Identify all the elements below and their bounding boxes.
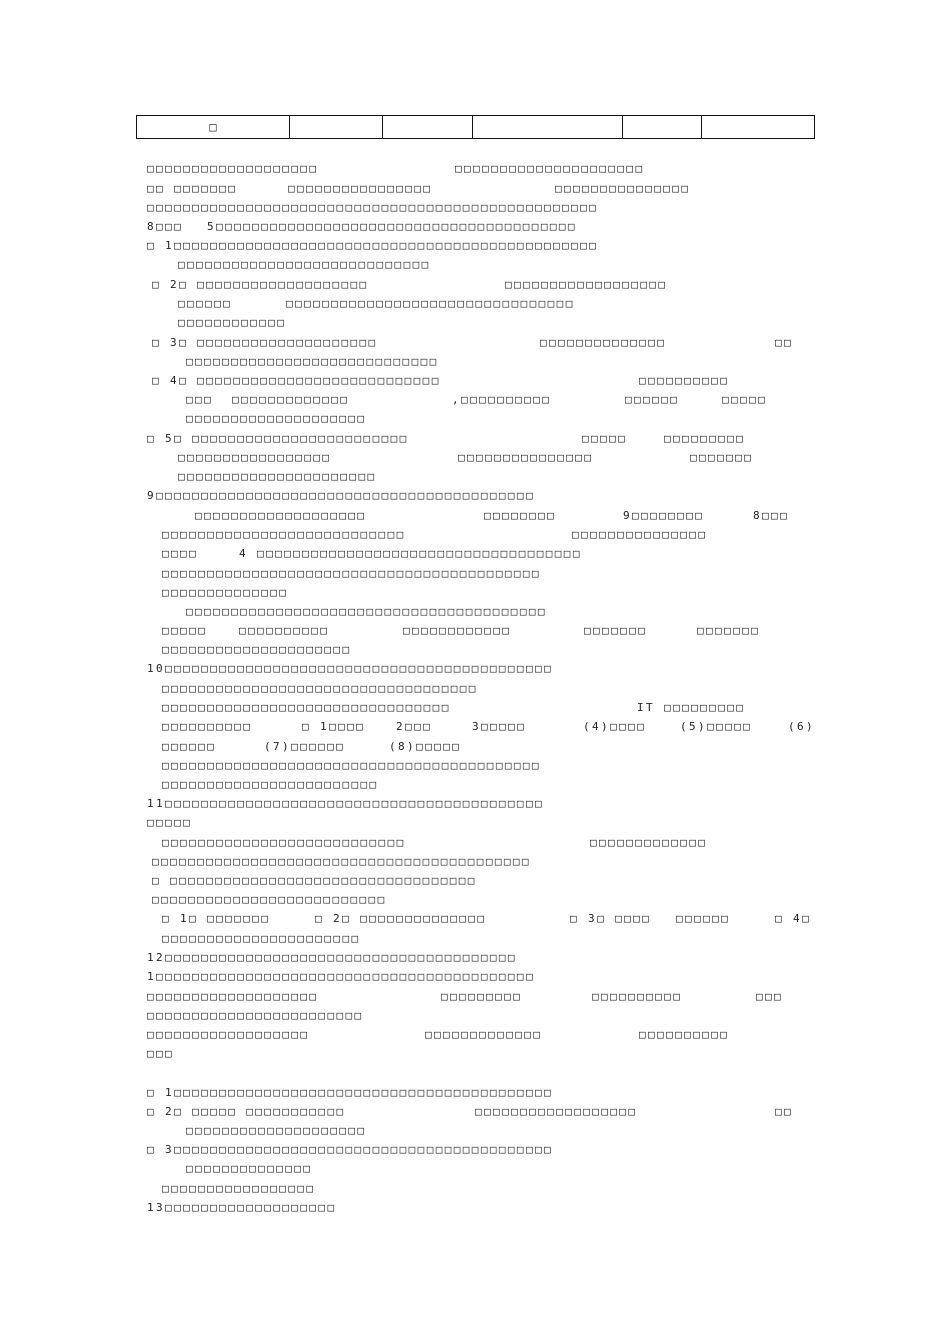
- text-segment: □□□: [756, 990, 784, 1003]
- text-segment: 1□□□□□□□□□□□□□□□□□□□□□□□□□□□□□□□□□□□□□□□□□□: [147, 970, 535, 983]
- text-segment: (8)□□□□□: [389, 740, 462, 753]
- text-segment: □ 1□□□□: [302, 720, 366, 733]
- header-cell: [623, 116, 702, 139]
- text-segment: □□□□□□□□□□□□□□□□□□□□□□□□□□□□: [178, 258, 431, 271]
- text-segment: □□□□□□□□□□□□□□□□□□□□□□□□□□□: [162, 528, 406, 541]
- text-segment: □□□□□□□□□□□□□□□□□□□: [147, 162, 319, 175]
- text-segment: ,□□□□□□□□□□: [452, 393, 552, 406]
- text-segment: 11□□□□□□□□□□□□□□□□□□□□□□□□□□□□□□□□□□□□□□□□□□: [147, 797, 544, 810]
- text-segment: 9□□□□□□□□: [623, 509, 705, 522]
- text-segment: □□□□□□□□□□□□□□: [540, 336, 667, 349]
- text-segment: □□□□□: [582, 432, 628, 445]
- text-segment: □□□□□□□□□□□□□□□□□□□□□: [455, 162, 645, 175]
- text-segment: □□□□□□□□□□□□□□□□□□: [475, 1105, 638, 1118]
- text-segment: (5)□□□□□: [680, 720, 753, 733]
- text-segment: □□□□□□□□□□□□□□□□□□: [147, 1028, 310, 1041]
- text-segment: □□□□□□□□□□□□□□□□□□□□: [186, 412, 367, 425]
- text-segment: □□□□□: [162, 624, 208, 637]
- text-segment: 8□□□: [147, 220, 184, 233]
- text-segment: □□□□□□□□□□□□□□□□□□□□□□□□□□□□□□□□□□□: [162, 682, 478, 695]
- text-segment: □□□□□□□: [697, 624, 761, 637]
- text-segment: □□□□□□: [162, 740, 217, 753]
- text-segment: □□□□□: [722, 393, 768, 406]
- header-row: [137, 116, 815, 139]
- text-segment: □□□□□□□□□□□□□: [232, 393, 350, 406]
- text-segment: □□□□□□□□□□□□□□□□□□: [505, 278, 668, 291]
- text-segment: □□□□□□□□□□□□□□□□□: [178, 451, 332, 464]
- text-segment: □□□□□□□□□□□□□□□□□□□□□□□□□□□□□□□□: [162, 701, 451, 714]
- text-segment: □□□□□□□□□: [441, 990, 523, 1003]
- text-segment: □□□□□□□□□□□□□□□□: [288, 182, 433, 195]
- text-segment: 2□□□: [396, 720, 433, 733]
- text-segment: □□□□□□□□□□□□□□□□□□□□□□□□□□□□□□□□□□□□□□□□□□: [162, 759, 541, 772]
- text-segment: IT □□□□□□□□□: [637, 701, 746, 714]
- text-segment: (4)□□□□: [583, 720, 647, 733]
- text-segment: □□□□□□□□□□□□□□□: [555, 182, 691, 195]
- text-segment: 4 □□□□□□□□□□□□□□□□□□□□□□□□□□□□□□□□□□□□: [239, 547, 582, 560]
- text-segment: 9□□□□□□□□□□□□□□□□□□□□□□□□□□□□□□□□□□□□□□□□□□: [147, 489, 535, 502]
- text-segment: □ 2□ □□□□□□□□□□□□□□: [315, 912, 487, 925]
- text-segment: 5□□□□□□□□□□□□□□□□□□□□□□□□□□□□□□□□□□□□□□□□: [207, 220, 577, 233]
- text-segment: □□□□□□: [676, 912, 731, 925]
- text-segment: □□□□□□□□□□□□□□□□□□□□□□: [162, 932, 361, 945]
- text-segment: □ 2□ □□□□□ □□□□□□□□□□□: [147, 1105, 346, 1118]
- text-segment: □□□□□□□□□□: [639, 1028, 730, 1041]
- text-segment: □ 1□ □□□□□□□: [162, 912, 271, 925]
- text-segment: □ 1□□□□□□□□□□□□□□□□□□□□□□□□□□□□□□□□□□□□□□□□□□□□□□□: [147, 239, 599, 252]
- header-cell: □: [137, 116, 290, 139]
- text-segment: □□: [775, 1105, 794, 1118]
- header-table: [136, 115, 815, 139]
- text-segment: □□□□□□□□□□□□□□□□□□□□□□: [178, 470, 377, 483]
- text-segment: □ 4□: [775, 912, 812, 925]
- text-segment: □□□□□□□□□□□□□: [590, 836, 708, 849]
- text-segment: □□□□□□□□□□□□□□□□□□□□□□□□: [147, 1009, 364, 1022]
- text-segment: 8□□□: [753, 509, 790, 522]
- text-segment: □□□□□□□□□□□□□□□□□□□: [147, 990, 319, 1003]
- text-segment: □ 1□□□□□□□□□□□□□□□□□□□□□□□□□□□□□□□□□□□□□□□□□□: [147, 1086, 554, 1099]
- text-segment: □□□□□□□□□□: [639, 374, 730, 387]
- text-segment: □ 3□ □□□□: [570, 912, 652, 925]
- text-segment: □ □□□□□□□□□□□□□□□□□□□□□□□□□□□□□□□□□□: [152, 874, 477, 887]
- text-segment: □□□□□□□□□□□□□□□□□□□□□□□□□□□□□□□□□□□□□□□□: [186, 605, 547, 618]
- text-segment: □□□□□□□□□□□□: [403, 624, 512, 637]
- text-segment: □□□□□□□□□□□□□□□□□□□□□□□□□□□□□□□□□□□□□□□□□□□□□□□□□□: [147, 201, 599, 214]
- text-segment: 12□□□□□□□□□□□□□□□□□□□□□□□□□□□□□□□□□□□□□□□: [147, 951, 517, 964]
- text-segment: □□□□□□□□□□□□□□□□□□□: [195, 509, 367, 522]
- text-segment: □□□□□□□□□□□□□□□□□□□□□□□□□□□□□□□□□□□□□□□□□□: [162, 567, 541, 580]
- text-segment: □□□□□: [147, 816, 193, 829]
- text-segment: □□□□□□□□□□□□□□□□□□□□□: [162, 643, 352, 656]
- text-segment: □□□□□□□□: [484, 509, 557, 522]
- text-segment: □□□□□□□□□□□□□□□□□□□□□□□□□□□□□□□□: [286, 297, 575, 310]
- text-segment: □□□□□□□□□□□□□□: [162, 586, 289, 599]
- text-segment: □ 2□ □□□□□□□□□□□□□□□□□□□: [152, 278, 369, 291]
- text-segment: □□ □□□□□□□: [147, 182, 238, 195]
- text-segment: □□□□□□□□□□: [592, 990, 683, 1003]
- text-segment: □□: [775, 336, 794, 349]
- text-segment: (6): [788, 720, 816, 733]
- text-segment: □□□□□□□□□□□□□□□: [572, 528, 708, 541]
- header-cell: [702, 116, 815, 139]
- text-segment: □□□□□□□□□□□□□□□□□□□□□□□□□□: [152, 893, 387, 906]
- text-segment: □□□□□□□: [690, 451, 754, 464]
- text-segment: □□□: [147, 1047, 175, 1060]
- text-segment: 13□□□□□□□□□□□□□□□□□□□: [147, 1201, 337, 1214]
- text-segment: (7)□□□□□□: [264, 740, 346, 753]
- text-segment: 10□□□□□□□□□□□□□□□□□□□□□□□□□□□□□□□□□□□□□□□□□□□: [147, 662, 554, 675]
- text-segment: □□□□□□□□□□□□: [178, 316, 287, 329]
- text-segment: □□□□: [162, 547, 199, 560]
- text-segment: □□□□□□□□□□□□□□□□□□□□□□□□□□□: [162, 836, 406, 849]
- text-segment: □□□□□□: [178, 297, 233, 310]
- text-segment: □□□□□□□□□□□□□□□□□□□□□□□□□□□□: [186, 355, 439, 368]
- text-segment: □ 5□ □□□□□□□□□□□□□□□□□□□□□□□□: [147, 432, 409, 445]
- text-segment: □□□□□□□□□□□□□□: [186, 1162, 313, 1175]
- header-cell: [383, 116, 473, 139]
- header-cell: [473, 116, 623, 139]
- text-segment: □ 4□ □□□□□□□□□□□□□□□□□□□□□□□□□□□: [152, 374, 441, 387]
- header-cell: [290, 116, 383, 139]
- text-segment: □□□□□□□□□□□□□□□□□□□□□□□□□□□□□□□□□□□□□□□□□□: [152, 855, 531, 868]
- text-segment: □ 3□□□□□□□□□□□□□□□□□□□□□□□□□□□□□□□□□□□□□□□□□□: [147, 1143, 554, 1156]
- text-segment: □□□□□□□□□□□□□□□□□□□□: [186, 1124, 367, 1137]
- text-segment: 3□□□□□: [472, 720, 527, 733]
- text-segment: □□□□□□□: [584, 624, 648, 637]
- text-segment: □□□□□□: [625, 393, 680, 406]
- text-segment: □□□□□□□□□□: [239, 624, 330, 637]
- text-segment: □□□□□□□□□□□□□□□□□□□□□□□□: [162, 778, 379, 791]
- text-segment: □□□□□□□□□□□□□□□: [458, 451, 594, 464]
- text-segment: □□□: [186, 393, 214, 406]
- text-segment: □□□□□□□□□: [664, 432, 746, 445]
- text-segment: □ 3□ □□□□□□□□□□□□□□□□□□□□: [152, 336, 378, 349]
- text-segment: □□□□□□□□□□□□□: [425, 1028, 543, 1041]
- text-segment: □□□□□□□□□□□□□□□□□: [162, 1182, 316, 1195]
- text-segment: □□□□□□□□□□: [162, 720, 253, 733]
